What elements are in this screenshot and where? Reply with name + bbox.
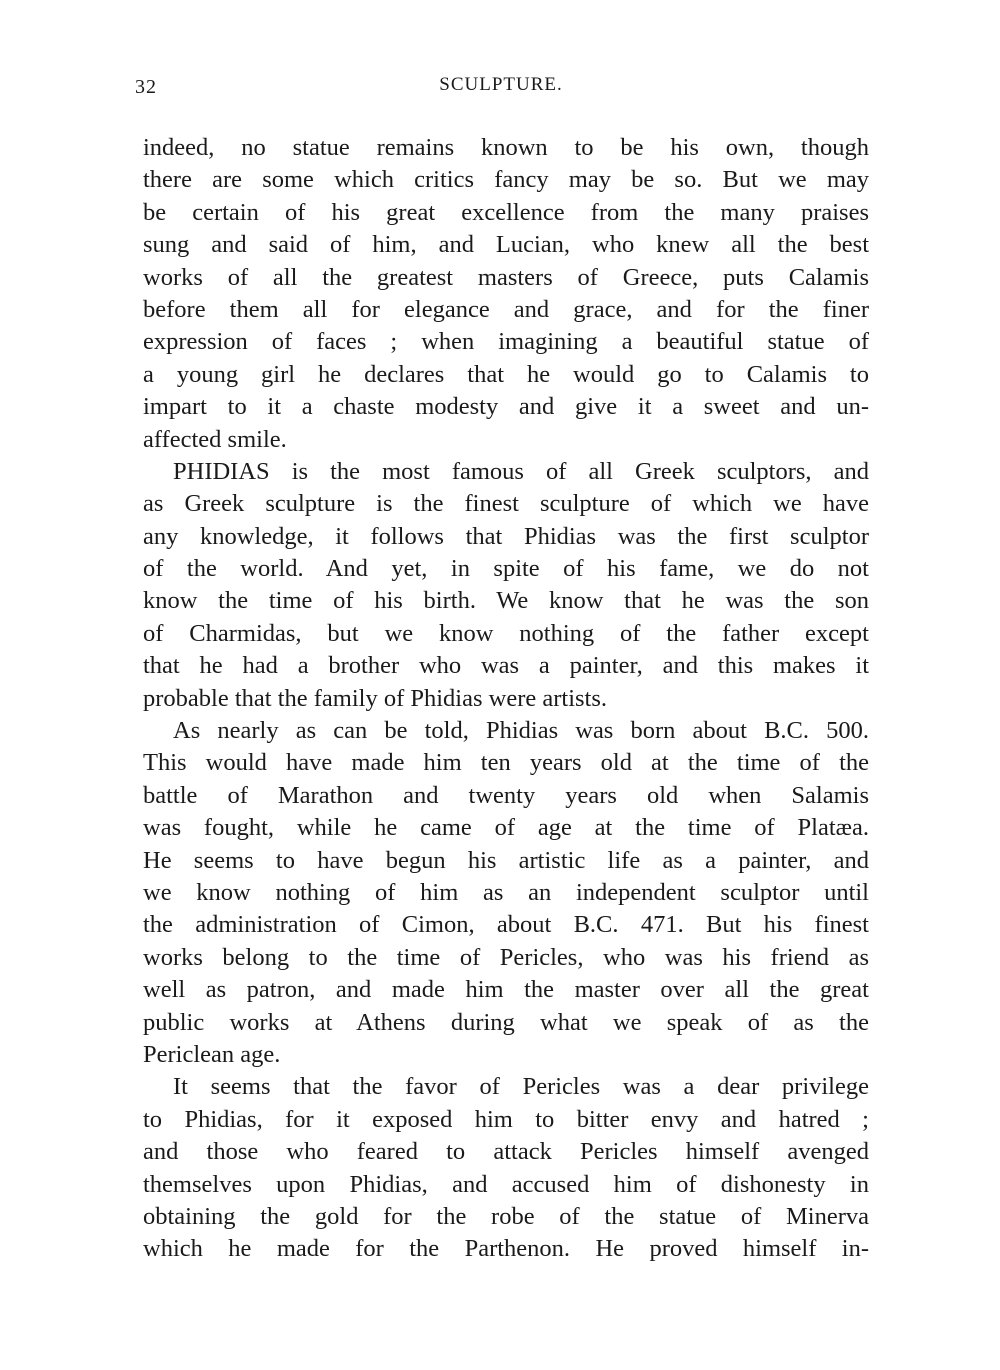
- text-line: obtaining the gold for the robe of the statue of Minerva: [143, 1202, 869, 1230]
- paragraph: [143, 715, 869, 1071]
- text-line: public works at Athens during what we speak of as the: [143, 1008, 869, 1036]
- text-line: impart to it a chaste modesty and give it a sweet and un-: [143, 393, 869, 421]
- text-line: be certain of his great excellence from the many praises: [143, 198, 869, 226]
- text-line: works belong to the time of Pericles, who was his friend as: [143, 943, 869, 971]
- text-line: works of all the greatest masters of Greece, puts Calamis: [143, 263, 869, 291]
- text-line: Periclean age.: [143, 1040, 281, 1068]
- text-line: and those who feared to attack Pericles himself avenged: [143, 1138, 869, 1166]
- text-line: any knowledge, it follows that Phidias was the first sculptor: [143, 522, 869, 550]
- text-line: This would have made him ten years old at the time of the: [143, 749, 869, 777]
- text-line: sung and said of him, and Lucian, who knew all the best: [143, 231, 869, 259]
- text-line: affected smile.: [143, 425, 287, 453]
- text-line: which he made for the Parthenon. He proved himself in-: [143, 1235, 869, 1263]
- page-header: [135, 72, 867, 102]
- text-line: probable that the family of Phidias were artists.: [143, 684, 608, 712]
- paragraph: [143, 456, 869, 715]
- text-line: PHIDIAS is the most famous of all Greek sculptors, and: [173, 457, 869, 485]
- paragraph: [143, 1071, 869, 1265]
- text-line: a young girl he declares that he would go to Calamis to: [143, 360, 869, 388]
- page-body: [143, 132, 869, 1266]
- text-line: was fought, while he came of age at the time of Platæa.: [143, 814, 869, 842]
- text-line: the administration of Cimon, about B.C. 471. But his finest: [143, 911, 869, 939]
- paragraph: [143, 132, 869, 456]
- text-line: battle of Marathon and twenty years old when Salamis: [143, 781, 869, 809]
- page-number: 32: [135, 76, 157, 98]
- text-line: well as patron, and made him the master over all the great: [143, 976, 869, 1004]
- text-line: of Charmidas, but we know nothing of the father except: [143, 619, 869, 647]
- text-line: to Phidias, for it exposed him to bitter envy and hatred ;: [143, 1105, 869, 1133]
- text-line: we know nothing of him as an independent sculptor until: [143, 878, 869, 906]
- text-line: expression of faces ; when imagining a beautiful statue of: [143, 328, 869, 356]
- text-line: there are some which critics fancy may be so. But we may: [143, 166, 869, 194]
- text-line: It seems that the favor of Pericles was a dear privilege: [173, 1073, 869, 1101]
- text-line: themselves upon Phidias, and accused him of dishonesty in: [143, 1170, 869, 1198]
- text-line: as Greek sculpture is the finest sculpture of which we have: [143, 490, 869, 518]
- running-title: SCULPTURE.: [439, 74, 563, 95]
- text-line: of the world. And yet, in spite of his fame, we do not: [143, 555, 869, 583]
- text-line: know the time of his birth. We know that he was the son: [143, 587, 869, 615]
- text-line: As nearly as can be told, Phidias was born about B.C. 500.: [173, 717, 869, 745]
- text-line: before them all for elegance and grace, and for the finer: [143, 295, 869, 323]
- text-line: indeed, no statue remains known to be his own, though: [143, 134, 869, 161]
- text-line: that he had a brother who was a painter, and this makes it: [143, 652, 869, 680]
- text-line: He seems to have begun his artistic life as a painter, and: [143, 846, 869, 874]
